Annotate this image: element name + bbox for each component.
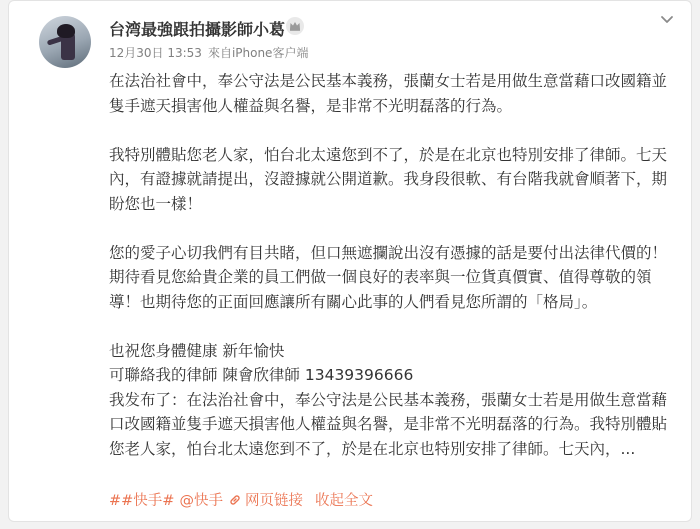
post-paragraph: 您的愛子心切我們有目共睹，但口無遮攔說出沒有憑據的話是要付出法律代價的！期待看見您給貴企業的員工們做一個良好的表率與一位貨真價實、值得尊敬的領導！也期待您的正面回應讓所有關心此事的人們看見您所謂的「格局」。	[109, 243, 668, 311]
weibo-post-card	[8, 0, 692, 522]
author-name[interactable]: 台湾最強跟拍攝影師小葛	[109, 20, 286, 39]
post-time[interactable]: 12月30日 13:53	[109, 46, 202, 60]
paragraph-gap	[109, 118, 679, 143]
web-link[interactable]: 网页链接	[244, 493, 303, 509]
paragraph-gap	[109, 216, 679, 241]
post-lawyer-contact: 可聯絡我的律師 陳會欣律師 13439396666	[109, 366, 414, 384]
post-repost-text: 我发布了：在法治社會中，奉公守法是公民基本義務，張蘭女士若是用做生意當藉口改國籍並隻手遮天損害他人權益與名譽，是非常不光明磊落的行為。我特別體貼您老人家，怕台北太遠您到不了，於是在北京也特別安排了律師。七天內，...	[109, 390, 668, 458]
chevron-down-icon[interactable]	[657, 9, 677, 29]
link-icon	[228, 493, 242, 507]
collapse-full-text-link[interactable]: 收起全文	[314, 493, 373, 509]
mention-link[interactable]: @快手	[179, 493, 223, 509]
post-source: 來自iPhone客户端	[207, 46, 309, 60]
hashtag-link[interactable]: ##快手#	[109, 493, 175, 509]
paragraph-gap	[109, 314, 679, 339]
post-paragraph: 在法治社會中，奉公守法是公民基本義務，張蘭女士若是用做生意當藉口改國籍並隻手遮天損害他人權益與名譽，是非常不光明磊落的行為。	[109, 72, 668, 115]
post-content	[109, 69, 679, 461]
avatar[interactable]	[39, 16, 91, 68]
avatar-hair-shape	[57, 24, 75, 38]
post-meta	[109, 44, 314, 61]
crown-icon	[285, 16, 305, 36]
post-footer-links	[109, 489, 373, 510]
post-paragraph: 我特別體貼您老人家，怕台北太遠您到不了，於是在北京也特別安排了律師。七天內，有證據就請提出，沒證據就公開道歉。我身段很軟、有台階我就會順著下，期盼您也一樣！	[109, 145, 668, 213]
post-wishes: 也祝您身體健康 新年愉快	[109, 341, 285, 360]
